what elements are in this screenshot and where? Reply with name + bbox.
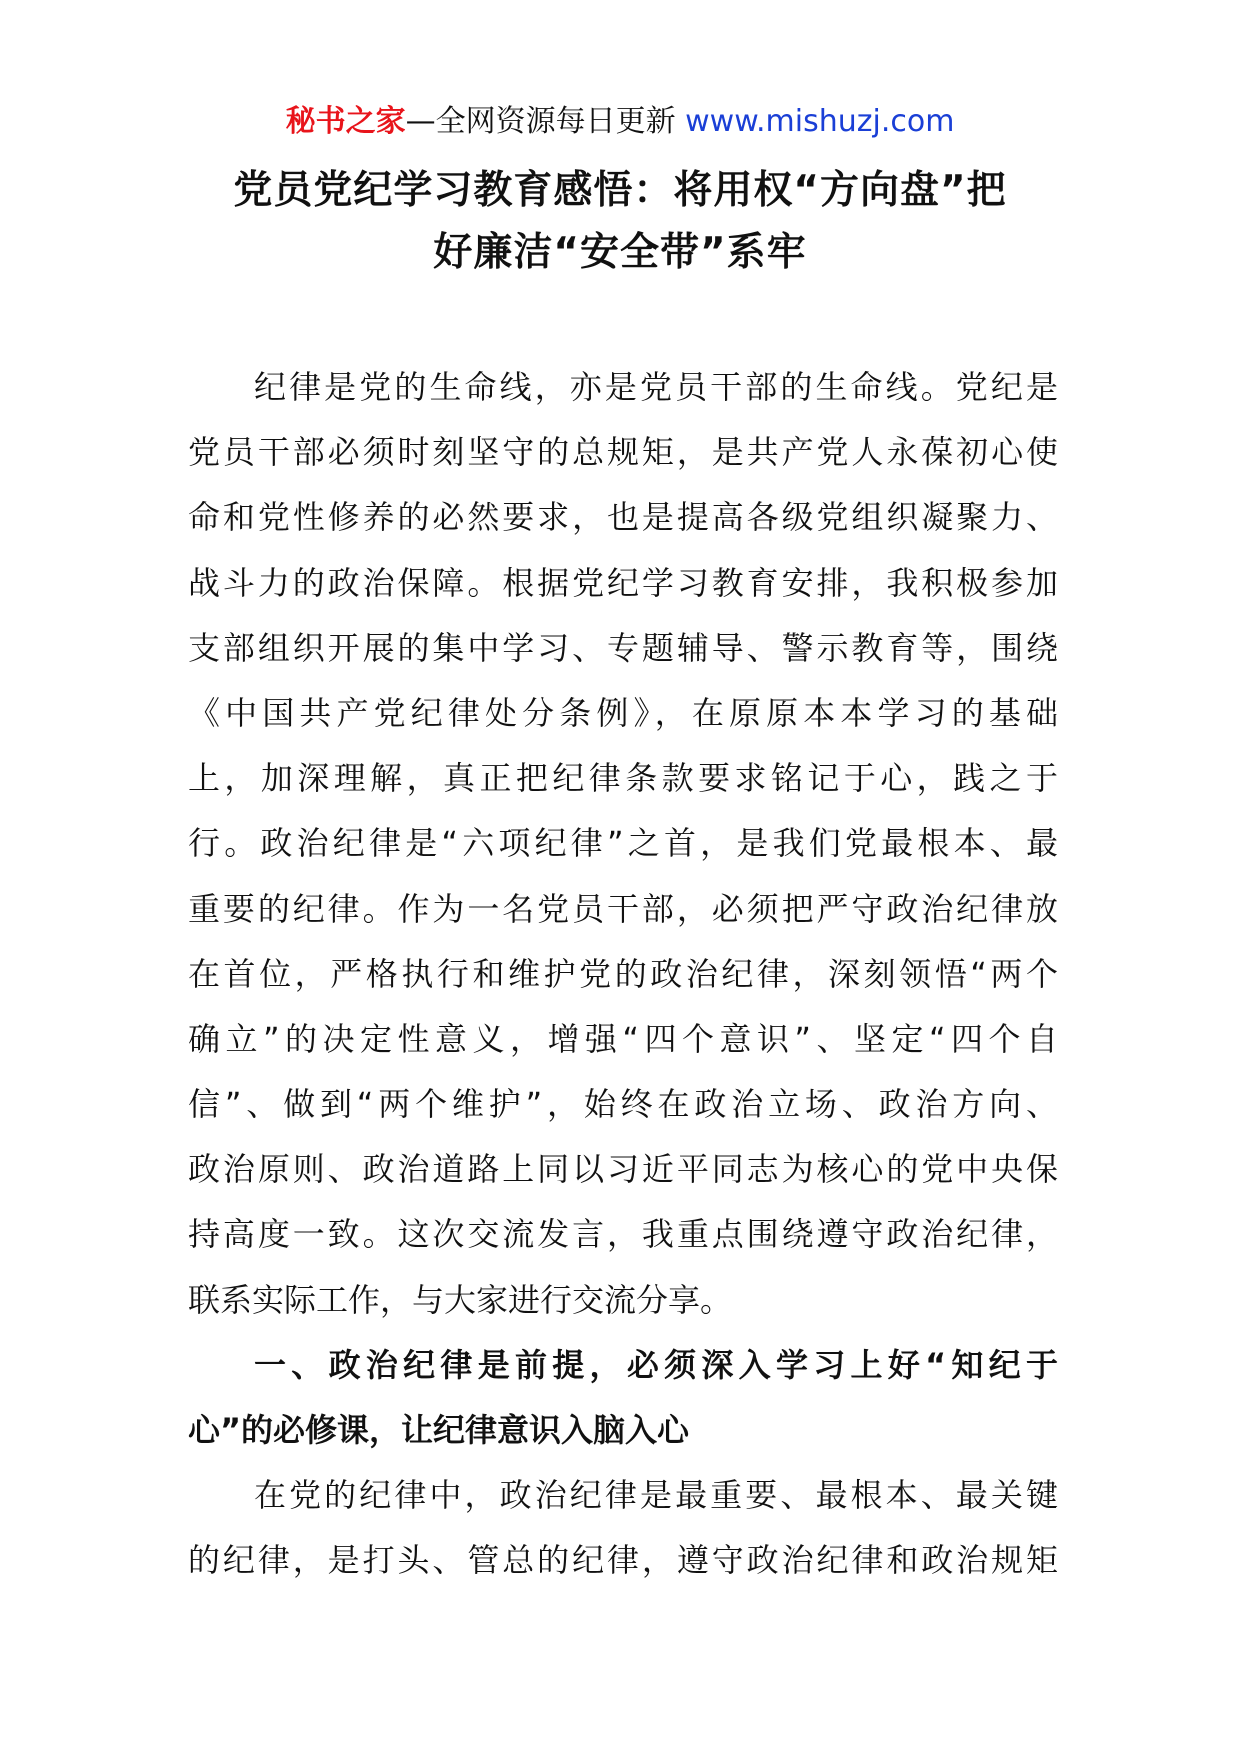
body-line: 支部组织开展的集中学习、专题辅导、警示教育等，围绕 [188,628,1058,667]
body-line: 信”、做到“两个维护”，始终在政治立场、政治方向、 [188,1085,1058,1124]
header-tagline: —全网资源每日更新 [405,104,676,139]
body-line: 联系实际工作，与大家进行交流分享。 [188,1280,733,1319]
body-line: 持高度一致。这次交流发言，我重点围绕遵守政治纪律， [188,1215,1058,1254]
body-line: 政治原则、政治道路上同以习近平同志为核心的党中央保 [188,1150,1058,1189]
title-line-2: 好廉洁“安全带”系牢 [433,230,807,275]
brand-name: 秘书之家 [285,104,406,139]
body-line: 在首位，严格执行和维护党的政治纪律，深刻领悟“两个 [188,954,1058,993]
body-line: 命和党性修养的必然要求，也是提高各级党组织凝聚力、 [188,498,1058,537]
body-line: 党员干部必须时刻坚守的总规矩，是共产党人永葆初心使 [188,433,1058,472]
body-line: 《中国共产党纪律处分条例》，在原原本本学习的基础 [188,693,1058,732]
body-line: 纪律是党的生命线，亦是党员干部的生命线。党纪是 [254,368,1058,406]
body-line: 确立”的决定性意义，增强“四个意识”、坚定“四个自 [188,1019,1058,1058]
site-url-link[interactable]: www.mishuzj.com [685,104,955,139]
site-header [0,100,1240,144]
body-line: 在党的纪律中，政治纪律是最重要、最根本、最关键 [254,1476,1058,1515]
article-body [188,355,1058,1594]
title-line-1: 党员党纪学习教育感悟：将用权“方向盘”把 [233,168,1007,213]
body-line: 重要的纪律。作为一名党员干部，必须把严守政治纪律放 [188,889,1058,928]
body-line: 行。政治纪律是“六项纪律”之首，是我们党最根本、最 [188,824,1058,863]
section-heading-line: 一、政治纪律是前提，必须深入学习上好“知纪于 [254,1345,1058,1384]
section-heading-line: 心”的必修课，让纪律意识入脑入心 [188,1411,690,1449]
article-title [150,160,1090,284]
body-line: 战斗力的政治保障。根据党纪学习教育安排，我积极参加 [188,563,1058,602]
body-line: 的纪律，是打头、管总的纪律，遵守政治纪律和政治规矩 [188,1541,1058,1580]
body-line: 上，加深理解，真正把纪律条款要求铭记于心，践之于 [188,759,1058,798]
